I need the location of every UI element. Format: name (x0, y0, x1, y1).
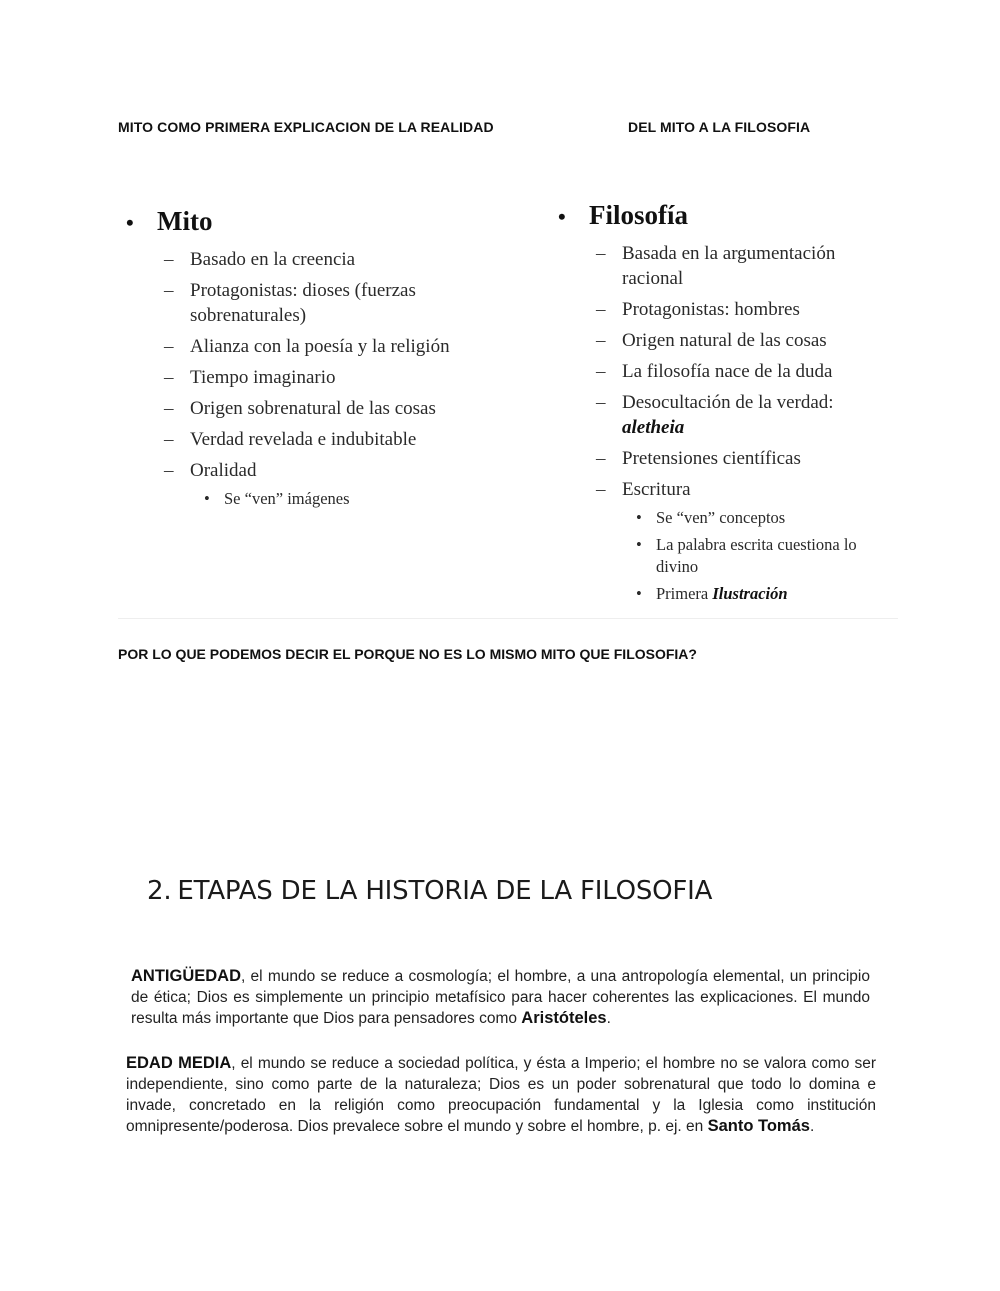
list-item: – Protagonistas: hombres (558, 297, 898, 322)
list-item: – Basado en la creencia (126, 247, 486, 272)
filosofia-sublist (622, 507, 898, 605)
list-item-text: Oralidad (190, 460, 257, 481)
mito-heading (126, 203, 486, 241)
list-item (126, 458, 486, 510)
edad-media-end: . (809, 1118, 815, 1135)
mito-title: Mito (157, 206, 213, 236)
list-item: – Verdad revelada e indubitable (126, 427, 486, 452)
mito-sublist (190, 488, 486, 510)
antiguedad-author: Aristóteles (521, 1009, 607, 1027)
list-item: – La filosofía nace de la duda (558, 359, 898, 384)
aletheia-term: aletheia (622, 417, 685, 438)
sublist-item (622, 583, 898, 605)
sublist-item: • Se “ven” conceptos (622, 507, 898, 529)
mito-column (126, 203, 486, 510)
list-item: – Origen sobrenatural de las cosas (126, 396, 486, 421)
divider (118, 618, 898, 619)
sublist-item: • Se “ven” imágenes (190, 488, 486, 510)
sublist-item-text: Primera (656, 584, 709, 603)
section-number: 2. (147, 876, 172, 906)
filosofia-heading (558, 197, 898, 235)
edad-media-text: , el mundo se reduce a sociedad política, y ésta a Imperio; el hombre no se valora como ser independiente, sino como parte de la naturaleza; Dios es un poder sobrenatural que todo lo domina e invade, concretado en la religión como preocupación fundamental y la Iglesia como institución omnipresente/poderosa. Dios prevalece sobre el mundo y sobre el hombre, p. ej. en (126, 1055, 876, 1135)
question-prompt: POR LO QUE PODEMOS DECIR EL PORQUE NO ES LO MISMO MITO QUE FILOSOFIA? (118, 646, 697, 662)
list-item: – Basada en la argumentación racional (558, 241, 898, 291)
sublist-item: • La palabra escrita cuestiona lo divino (622, 534, 898, 578)
list-item: – Protagonistas: dioses (fuerzas sobrenaturales) (126, 278, 486, 328)
section-heading (147, 876, 712, 906)
ilustracion-term: Ilustración (712, 584, 788, 603)
filosofia-column (558, 197, 898, 605)
mito-list (126, 247, 486, 510)
antiguedad-label: ANTIGÜEDAD (131, 967, 241, 985)
list-item: – Tiempo imaginario (126, 365, 486, 390)
section-title: ETAPAS DE LA HISTORIA DE LA FILOSOFIA (177, 876, 713, 906)
antiguedad-paragraph (131, 966, 870, 1029)
edad-media-paragraph (126, 1053, 876, 1137)
list-item: – Origen natural de las cosas (558, 328, 898, 353)
list-item (558, 390, 898, 440)
list-item: – Pretensiones científicas (558, 446, 898, 471)
list-item-text: Desocultación de la verdad: (622, 392, 834, 413)
antiguedad-text: , el mundo se reduce a cosmología; el hombre, a una antropología elemental, un principio de ética; Dios es simplemente un principio metafísico para hacer coherentes las explicaciones. El mundo resulta más importante que Dios para pensadores como (131, 968, 870, 1027)
header-right-title: DEL MITO A LA FILOSOFIA (628, 119, 811, 135)
filosofia-list (558, 241, 898, 605)
header-left-title: MITO COMO PRIMERA EXPLICACION DE LA REALIDAD (118, 119, 494, 135)
list-item: – Alianza con la poesía y la religión (126, 334, 486, 359)
list-item (558, 477, 898, 605)
list-item-text: Escritura (622, 479, 691, 500)
edad-media-author: Santo Tomás (707, 1117, 810, 1135)
antiguedad-end: . (606, 1010, 611, 1027)
mito-bullet: • (126, 210, 134, 235)
filosofia-bullet: • (558, 204, 566, 229)
filosofia-title: Filosofía (589, 200, 688, 230)
edad-media-label: EDAD MEDIA (126, 1054, 232, 1072)
